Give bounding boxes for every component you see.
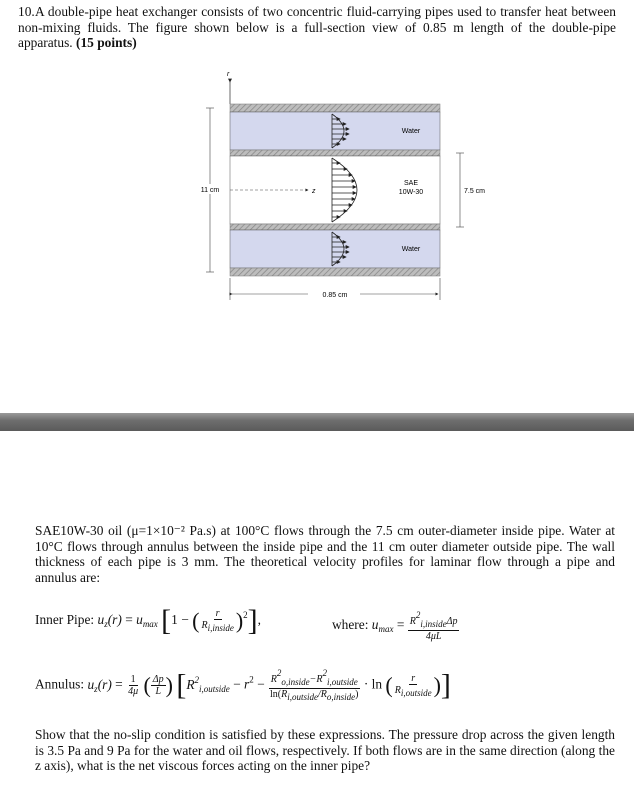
top-fluid-label: Water bbox=[401, 128, 421, 135]
r-axis-label: r bbox=[227, 71, 230, 78]
problem-statement-paragraph: SAE10W-30 oil (μ=1×10⁻² Pa.s) at 100°C flows through the 7.5 cm outer-diameter inside pipe. Water at 10°C flows through annulus between the inside pipe and the 11 cm outer diameter outside pipe. The wall thickness of each pipe is 3 mm. The theoretical velocity profiles for laminar flow through a pipe and annulus are: bbox=[35, 523, 615, 585]
question-points: (15 points) bbox=[76, 35, 137, 50]
length-label: 0.85 cm bbox=[322, 292, 348, 299]
inner-pipe-label: Inner Pipe: bbox=[35, 612, 95, 628]
inner-diameter-label: 7.5 cm bbox=[464, 188, 486, 195]
inner-diameter-dimension bbox=[456, 153, 464, 227]
inner-wall-top bbox=[230, 150, 440, 156]
outer-wall-top bbox=[230, 104, 440, 112]
question-intro bbox=[18, 4, 616, 51]
center-fluid-label-2: 10W-30 bbox=[398, 189, 424, 196]
inner-pipe-equation: Inner Pipe: $u_z(r) = u_{max}$ [1 − ( $\frac{r}{\text{Ri,inside}}$ )$^2$], bbox=[35, 604, 261, 637]
center-fluid-label-1: SAE bbox=[403, 180, 419, 187]
bottom-fluid-label: Water bbox=[401, 246, 421, 253]
umax-equation: where: $u_{max}$ = $\frac{\text{R2i,insideΔp}}{4\mu L}$ bbox=[332, 610, 458, 642]
question-text: A double-pipe heat exchanger consists of two concentric fluid-carrying pipes used to transfer heat between non-mixing fluids. The figure shown below is a full-section view of 0.85 m length of the double-pipe apparatus. bbox=[18, 4, 616, 50]
z-axis-label: z bbox=[312, 188, 316, 195]
page-divider bbox=[0, 413, 634, 431]
where-label: where: bbox=[332, 617, 369, 633]
question-number: 10. bbox=[18, 4, 35, 19]
outer-diameter-label: 11 cm bbox=[200, 187, 220, 194]
question-paragraph: Show that the no-slip condition is satisfied by these expressions. The pressure drop across the given length is 3.5 Pa and 9 Pa for the water and oil flows, respectively. If both flows are in the same direction (along the z axis), what is the net viscous forces acting on the inner pipe? bbox=[35, 727, 615, 773]
annulus-equation: Annulus: $u_z(r)$ = $\frac{1}{4\mu}$ ( $\frac{\Delta p}{L}$ ) [$R^2_{i,outside} - r^2$ − $\frac{\text{R2o,inside−R2i,outside}}{\text{ln(Ri,outside/Ro,inside)}}$ · ln ( $\frac{r}{\text{Ri,outside}}$ )] bbox=[35, 668, 451, 702]
outer-wall-bottom bbox=[230, 268, 440, 276]
inner-wall-bottom bbox=[230, 224, 440, 230]
double-pipe-figure bbox=[180, 62, 500, 362]
annulus-label: Annulus: bbox=[35, 676, 85, 692]
